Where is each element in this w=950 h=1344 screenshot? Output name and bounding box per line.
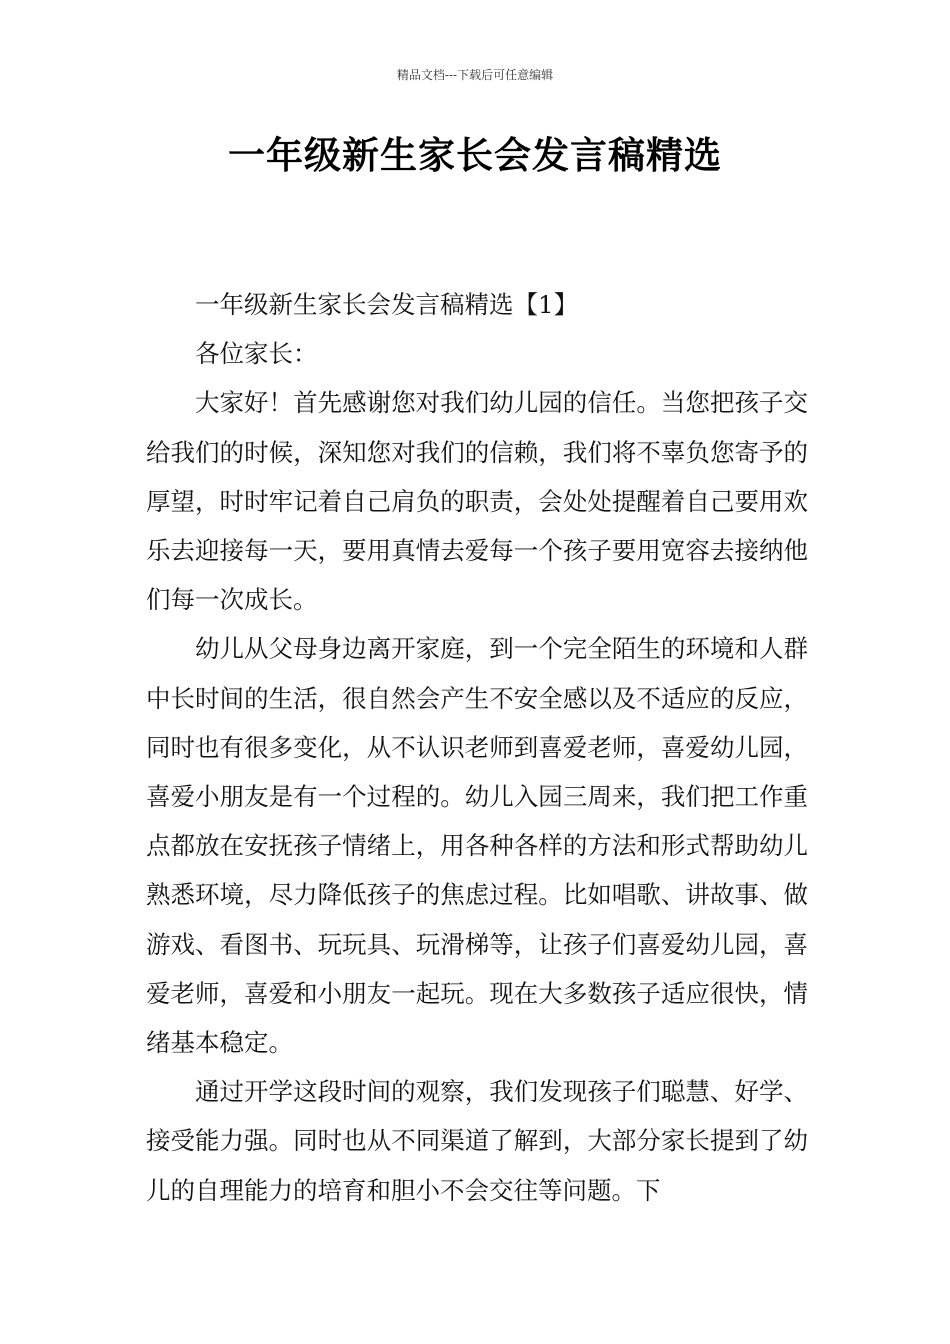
document-body <box>146 280 808 1215</box>
document-title: 一年级新生家长会发言稿精选 <box>228 133 722 177</box>
header-note: 精品文档---下载后可任意编辑 <box>396 68 554 82</box>
body-paragraph: 通过开学这段时间的观察，我们发现孩子们聪慧、好学、接受能力强。同时也从不同渠道了解到，大部分家长提到了幼儿的自理能力的培育和胆小不会交往等问题。下 <box>146 1077 808 1205</box>
body-paragraph: 幼儿从父母身边离开家庭，到一个完全陌生的环境和人群中长时间的生活，很自然会产生不安全感以及不适应的反应，同时也有很多变化，从不认识老师到喜爱老师，喜爱幼儿园，喜爱小朋友是有一个过程的。幼儿入园三周来，我们把工作重点都放在安抚孩子情绪上，用各种各样的方法和形式帮助幼儿熟悉环境，尽力降低孩子的焦虑过程。比如唱歌、讲故事、做游戏、看图书、玩玩具、玩滑梯等，让孩子们喜爱幼儿园，喜爱老师，喜爱和小朋友一起玩。现在大多数孩子适应很快，情绪基本稳定。 <box>146 634 808 1058</box>
salutation: 各位家长： <box>195 339 318 369</box>
body-paragraph: 大家好！首先感谢您对我们幼儿园的信任。当您把孩子交给我们的时候，深知您对我们的信赖，我们将不辜负您寄予的厚望，时时牢记着自己肩负的职责，会处处提醒着自己要用欢乐去迎接每一天，要用真情去爱每一个孩子要用宽容去接纳他们每一次成长。 <box>146 388 808 615</box>
section-heading: 一年级新生家长会发言稿精选【1】 <box>195 290 579 319</box>
